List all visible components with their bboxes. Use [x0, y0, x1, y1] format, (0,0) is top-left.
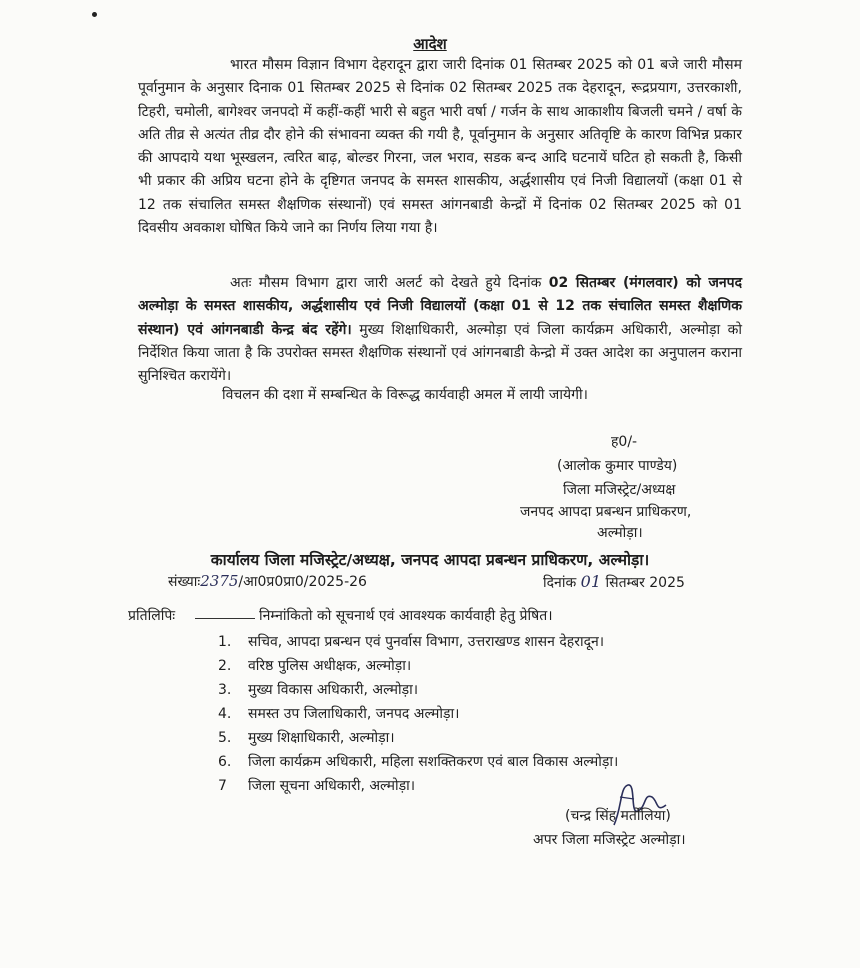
- copy-recipient-text: जिला सूचना अधिकारी, अल्मोड़ा।: [248, 778, 416, 794]
- copy-recipient-list: [218, 630, 618, 798]
- reference-suffix: /आ0प्र0प्रा0/2025-26: [238, 574, 367, 590]
- order-paragraph-1: भारत मौसम विज्ञान विभाग देहरादून द्वारा जारी दिनांक 01 सितम्बर 2025 को 01 बजे जारी मौसम पूर्वानुमान के अनुसार दिनाक 01 सितम्बर 2025 से दिनांक 02 सितम्बर 2025 तक देहरादून, रूद्रप्रयाग, उत्तरकाशी, टिहरी, चमोली, बागेश्वर जनपदो में कहीं-कहीं भारी से बहुत भारी वर्षा / गर्जन के साथ आकाशीय बिजली चमने / वर्षा के अति तीव्र से अत्यंत तीव्र दौर होने की संभावना व्यक्त की गयी है, पूर्वानुमान के अनुसार अतिवृष्टि के कारण विभिन्न प्रकार की आपदाये यथा भूस्खलन, त्वरित बाढ़, बोल्डर गिरना, जल भराव, सडक बन्द आदि घटनायें घटित हो सकती है, किसी भी प्रकार की अप्रिय घटना होने के दृष्टिगत जनपद के समस्त शासकीय, अर्द्धशासीय एवं निजी विद्यालयों (कक्षा 01 से 12 तक संचालित समस्त शैक्षणिक संस्थानों) एवं समस्त आंगनबाडी केन्द्रों में दिनांक 02 सितम्बर 2025 को 01 दिवसीय अवकाश घोषित किये जाने का निर्णय लिया गया है।: [138, 57, 742, 237]
- copy-recipient-number: 7: [218, 778, 227, 794]
- copy-dash-line: [195, 618, 255, 619]
- copy-recipient-item: [218, 630, 618, 654]
- order-paragraph-2: [138, 272, 742, 388]
- copy-recipient-number: 5.: [218, 730, 232, 746]
- copy-recipient-item: [218, 702, 618, 726]
- copy-recipient-item: [218, 774, 618, 798]
- order-paragraph-3: विचलन की दशा में सम्बन्धित के विरूद्ध कार्यवाही अमल में लायी जायेगी।: [222, 387, 588, 403]
- signatory-1-name: (आलोक कुमार पाण्डेय): [557, 458, 678, 474]
- copy-recipient-item: [218, 678, 618, 702]
- reference-date: [543, 572, 685, 592]
- paragraph-2-tail: मुख्य शिक्षाधिकारी, अल्मोड़ा एवं जिला कार्यक्रम अधिकारी, अल्मोड़ा को निर्देशित किया जाता है कि उपरोक्त समस्त शैक्षणिक संस्थानों एवं आंगनबाडी केन्द्रो में उक्त आदेश का अनुपालन कराना सुनिश्चित करायेंगे।: [138, 321, 743, 385]
- copy-recipient-item: [218, 654, 618, 678]
- signatory-1-authority: जनपद आपदा प्रबन्धन प्राधिकरण,: [520, 504, 692, 520]
- scan-speck: [92, 12, 97, 17]
- office-heading: कार्यालय जिला मजिस्ट्रेट/अध्यक्ष, जनपद आपदा प्रबन्धन प्राधिकरण, अल्मोड़ा।: [210, 551, 650, 569]
- paragraph-2-bold: 02 सितम्बर (मंगलवार) को जनपद अल्मोड़ा के समस्त शासकीय, अर्द्धशासीय एवं निजी विद्यालयों (कक्षा 01 से 12 तक संचालित समस्त शैक्षणिक संस्थान) एवं आंगनबाडी केन्द्र बंद रहेंगे।: [138, 275, 743, 338]
- reference-handwritten-number: 2375: [200, 572, 239, 590]
- copy-recipient-item: [218, 750, 618, 774]
- order-title: आदेश: [413, 35, 447, 53]
- copy-recipient-number: 4.: [218, 706, 232, 722]
- copy-recipient-item: [218, 726, 618, 750]
- signatory-1-designation: जिला मजिस्ट्रेट/अध्यक्ष: [563, 482, 676, 498]
- copy-recipient-text: समस्त उप जिलाधिकारी, जनपद अल्मोड़ा।: [248, 706, 460, 722]
- date-rest: सितम्बर 2025: [605, 575, 685, 591]
- signature-scribble: [600, 775, 680, 835]
- copy-recipient-text: जिला कार्यक्रम अधिकारी, महिला सशक्तिकरण एवं बाल विकास अल्मोड़ा।: [248, 754, 619, 770]
- sign-mark: ह0/-: [611, 434, 638, 450]
- copy-recipient-text: वरिष्ठ पुलिस अधीक्षक, अल्मोड़ा।: [248, 658, 412, 674]
- date-handwritten-day: 01: [580, 572, 602, 591]
- copy-recipient-text: मुख्य शिक्षाधिकारी, अल्मोड़ा।: [248, 730, 395, 746]
- signatory-1-place: अल्मोड़ा।: [597, 525, 643, 541]
- copy-recipient-number: 2.: [218, 658, 232, 674]
- signatory-2-designation: अपर जिला मजिस्ट्रेट अल्मोड़ा।: [533, 832, 686, 848]
- copy-recipient-number: 1.: [218, 634, 232, 650]
- copy-intro: निम्नांकितो को सूचनार्थ एवं आवश्यक कार्यवाही हेतु प्रेषित।: [259, 608, 553, 624]
- paragraph-2-lead: अतः मौसम विभाग द्वारा जारी अलर्ट को देखते हुये दिनांक: [230, 275, 549, 291]
- reference-number: [168, 572, 367, 591]
- signatory-2-name: (चन्द्र सिंह मर्तोलिया): [565, 808, 671, 824]
- copy-recipient-text: मुख्य विकास अधिकारी, अल्मोड़ा।: [248, 682, 419, 698]
- copy-label: प्रतिलिपिः: [128, 608, 176, 624]
- copy-recipient-number: 3.: [218, 682, 232, 698]
- reference-label: संख्याः: [168, 574, 201, 590]
- copy-recipient-number: 6.: [218, 754, 232, 770]
- date-label: दिनांक: [543, 575, 577, 591]
- copy-recipient-text: सचिव, आपदा प्रबन्धन एवं पुनर्वास विभाग, उत्तराखण्ड शासन देहरादून।: [248, 634, 605, 650]
